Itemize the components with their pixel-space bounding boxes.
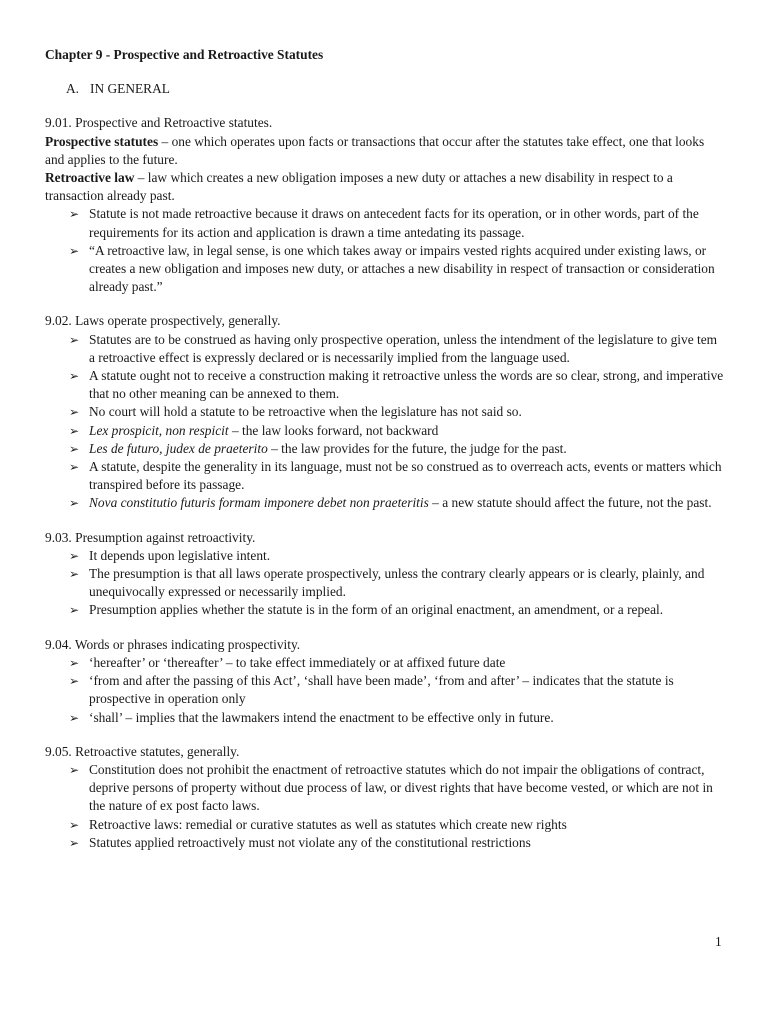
list-item <box>45 654 725 672</box>
bullet-list <box>45 331 725 513</box>
list-item <box>45 367 725 403</box>
list-item-text: ‘hereafter’ or ‘thereafter’ – to take effect immediately or at affixed future date <box>89 654 506 670</box>
list-item-text: It depends upon legislative intent. <box>89 547 271 563</box>
subheading-letter: A. <box>66 81 80 97</box>
arrow-bullet-icon: ➢ <box>69 548 80 563</box>
list-item-text: A statute, despite the generality in its language, must not be so construed as to overreach acts, events or matters which transpired before its passage. <box>89 459 722 493</box>
list-item-text: ‘shall’ – implies that the lawmakers intend the enactment to be effective only in future. <box>89 709 554 725</box>
list-item-text: Retroactive laws: remedial or curative statutes as well as statutes which create new rights <box>89 816 567 832</box>
section-9-01 <box>45 114 725 296</box>
definition-term: Retroactive law <box>45 170 135 186</box>
list-item <box>45 709 725 727</box>
list-item <box>45 672 725 708</box>
arrow-bullet-icon: ➢ <box>69 441 80 456</box>
arrow-bullet-icon: ➢ <box>69 710 80 725</box>
section-9-05 <box>45 743 725 852</box>
list-item <box>45 205 725 241</box>
arrow-bullet-icon: ➢ <box>69 405 80 420</box>
arrow-bullet-icon: ➢ <box>69 496 80 511</box>
chapter-title: Chapter 9 - Prospective and Retroactive Statutes <box>45 47 324 62</box>
arrow-bullet-icon: ➢ <box>69 603 80 618</box>
list-item <box>45 565 725 601</box>
section-9-03 <box>45 529 725 620</box>
definition-prospective <box>45 133 725 169</box>
arrow-bullet-icon: ➢ <box>69 835 80 850</box>
list-item-text: Statute is not made retroactive because it draws on antecedent facts for its operation, or in other words, part of the requirements for its action and application is drawn a time antedating its passage. <box>89 206 699 240</box>
arrow-bullet-icon: ➢ <box>69 207 80 222</box>
arrow-bullet-icon: ➢ <box>69 423 80 438</box>
list-item <box>45 242 725 297</box>
arrow-bullet-icon: ➢ <box>69 567 80 582</box>
list-item-text: The presumption is that all laws operate prospectively, unless the contrary clearly appears or is clearly, plainly, and unequivocally expressed or necessarily implied. <box>89 566 705 600</box>
arrow-bullet-icon: ➢ <box>69 460 80 475</box>
list-item <box>45 331 725 367</box>
definition-text: – law which creates a new obligation imposes a new duty or attaches a new disability in respect to a transaction already past. <box>45 170 673 204</box>
arrow-bullet-icon: ➢ <box>69 369 80 384</box>
arrow-bullet-icon: ➢ <box>69 243 80 258</box>
list-item <box>45 440 725 458</box>
section-heading: 9.01. Prospective and Retroactive statutes. <box>45 115 273 131</box>
section-9-04 <box>45 636 725 727</box>
section-heading: 9.02. Laws operate prospectively, generally. <box>45 313 281 329</box>
list-item-text: – a new statute should affect the future, not the past. <box>428 495 712 511</box>
list-item-text: No court will hold a statute to be retroactive when the legislature has not said so. <box>89 404 522 420</box>
list-item-text: Statutes applied retroactively must not violate any of the constitutional restrictions <box>89 834 531 850</box>
list-item-text: Presumption applies whether the statute is in the form of an original enactment, an amendment, or a repeal. <box>89 602 664 618</box>
list-item <box>45 494 725 512</box>
bullet-list <box>45 205 725 296</box>
list-item <box>45 403 725 421</box>
subheading <box>45 80 725 98</box>
list-item <box>45 547 725 565</box>
definition-term: Prospective statutes <box>45 133 159 149</box>
definition-retroactive <box>45 169 725 205</box>
list-item-text: – the law looks forward, not backward <box>228 422 439 438</box>
list-item <box>45 816 725 834</box>
bullet-list <box>45 654 725 727</box>
arrow-bullet-icon: ➢ <box>69 674 80 689</box>
list-item-text: Statutes are to be construed as having only prospective operation, unless the intendment of the legislature to give tem a retroactive effect is expressly declared or is necessarily implied from the language used. <box>89 331 718 365</box>
list-item <box>45 761 725 816</box>
latin-maxim: Lex prospicit, non respicit <box>89 422 229 438</box>
arrow-bullet-icon: ➢ <box>69 762 80 777</box>
list-item <box>45 834 725 852</box>
section-heading: 9.04. Words or phrases indicating prospectivity. <box>45 636 301 652</box>
latin-maxim: Les de futuro, judex de praeterito <box>89 440 268 456</box>
bullet-list <box>45 547 725 620</box>
arrow-bullet-icon: ➢ <box>69 817 80 832</box>
page-number: 1 <box>715 934 722 949</box>
section-9-02 <box>45 312 725 512</box>
list-item-text: A statute ought not to receive a construction making it retroactive unless the words are so clear, strong, and imperative that no other meaning can be annexed to them. <box>89 368 724 402</box>
list-item-text: Constitution does not prohibit the enactment of retroactive statutes which do not impair the obligations of contract, deprive persons of property without due process of law, or divest rights that have become vested, or which are not in the nature of ex post facto laws. <box>89 761 713 814</box>
latin-maxim: Nova constitutio futuris formam imponere debet non praeteritis <box>89 495 429 511</box>
section-heading: 9.03. Presumption against retroactivity. <box>45 529 256 545</box>
definition-text: – one which operates upon facts or transactions that occur after the statutes take effect, one that looks and applies to the future. <box>45 133 705 167</box>
list-item <box>45 601 725 619</box>
arrow-bullet-icon: ➢ <box>69 332 80 347</box>
list-item-text: – the law provides for the future, the judge for the past. <box>267 440 567 456</box>
page-body <box>45 46 725 852</box>
list-item-text: ‘from and after the passing of this Act’, ‘shall have been made’, ‘from and after’ – indicates that the statute is prospective in operation only <box>89 673 674 707</box>
subheading-text: IN GENERAL <box>90 81 170 97</box>
arrow-bullet-icon: ➢ <box>69 655 80 670</box>
list-item <box>45 422 725 440</box>
bullet-list <box>45 761 725 852</box>
section-heading: 9.05. Retroactive statutes, generally. <box>45 743 240 759</box>
list-item-text: “A retroactive law, in legal sense, is one which takes away or impairs vested rights acquired under existing laws, or creates a new obligation and imposes new duty, or attaches a new disability in respect of transaction or consideration already past.” <box>89 242 715 295</box>
list-item <box>45 458 725 494</box>
